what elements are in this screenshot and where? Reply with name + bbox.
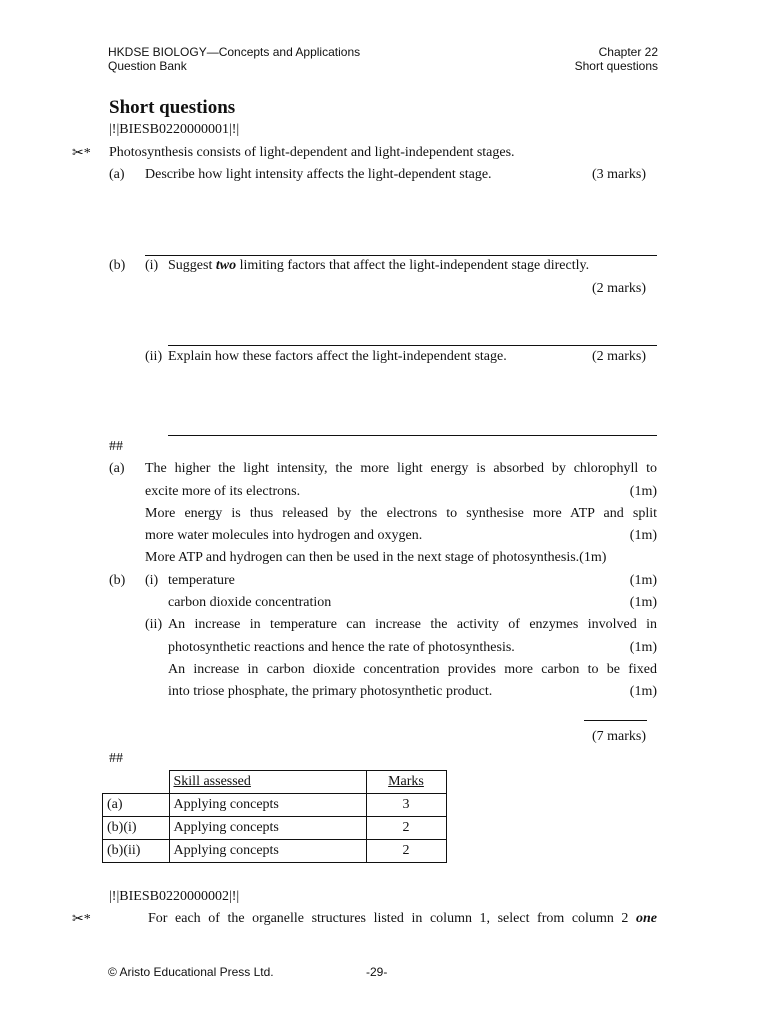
part-a-label: (a) bbox=[109, 167, 125, 182]
part-b-label: (b) bbox=[109, 258, 126, 273]
skills-table bbox=[102, 770, 447, 863]
mark-1m: (1m) bbox=[629, 573, 657, 588]
question-code: |!|BIESB0220000001|!| bbox=[109, 122, 240, 137]
total-rule bbox=[584, 720, 647, 721]
column-header-skill: Skill assessed bbox=[169, 771, 366, 794]
answer-line bbox=[168, 435, 657, 436]
answer-bii-line-2: photosynthetic reactions and hence the rate of photosynthesis. bbox=[168, 640, 515, 655]
part-a-marks: (3 marks) bbox=[591, 167, 646, 182]
answer-b-label: (b) bbox=[109, 573, 126, 588]
question-2-text: For each of the organelle structures listed in column 1, select from column 2 one bbox=[148, 911, 657, 926]
answer-bi-line-1: temperature bbox=[168, 573, 235, 588]
section-separator: ## bbox=[109, 751, 123, 766]
part-bii-text: Explain how these factors affect the light-independent stage. bbox=[168, 349, 507, 364]
answer-bii-line-3: An increase in carbon dioxide concentration provides more carbon to be fixed bbox=[168, 662, 657, 677]
header-subtitle: Question Bank bbox=[108, 59, 187, 73]
answer-bii-line-1: An increase in temperature can increase the activity of enzymes involved in bbox=[168, 617, 657, 632]
answer-a-line-3: More energy is thus released by the electrons to synthesise more ATP and split bbox=[145, 506, 657, 521]
answer-bii-line-4: into triose phosphate, the primary photosynthetic product. bbox=[168, 684, 493, 699]
row-marks: 2 bbox=[366, 840, 446, 863]
page-title: Short questions bbox=[109, 97, 236, 118]
total-marks: (7 marks) bbox=[591, 729, 646, 744]
page-number: -29- bbox=[366, 965, 388, 979]
part-bi-marks: (2 marks) bbox=[591, 281, 646, 296]
table-row bbox=[103, 794, 447, 817]
emphasis-one: one bbox=[636, 911, 657, 926]
row-skill: Applying concepts bbox=[169, 817, 366, 840]
row-skill: Applying concepts bbox=[169, 840, 366, 863]
answer-a-line-1: The higher the light intensity, the more light energy is absorbed by chlorophyll to bbox=[145, 461, 657, 476]
row-marks: 3 bbox=[366, 794, 446, 817]
mark-1m: (1m) bbox=[629, 528, 657, 543]
mark-1m: (1m) bbox=[629, 484, 657, 499]
mark-1m: (1m) bbox=[629, 640, 657, 655]
column-header-marks: Marks bbox=[366, 771, 446, 794]
table-row bbox=[103, 817, 447, 840]
answer-a-label: (a) bbox=[109, 461, 125, 476]
answer-bii-label: (ii) bbox=[145, 617, 163, 632]
row-part: (b)(i) bbox=[103, 817, 170, 840]
row-part: (a) bbox=[103, 794, 170, 817]
question-code: |!|BIESB0220000002|!| bbox=[109, 889, 240, 904]
answer-line bbox=[145, 255, 657, 256]
part-bii-label: (ii) bbox=[145, 349, 163, 364]
row-marks: 2 bbox=[366, 817, 446, 840]
mark-1m: (1m) bbox=[629, 684, 657, 699]
answer-bi-line-2: carbon dioxide concentration bbox=[168, 595, 332, 610]
part-a-text: Describe how light intensity affects the light-dependent stage. bbox=[145, 167, 492, 182]
header-section: Short questions bbox=[574, 59, 658, 73]
scissors-marker-icon: ✂* bbox=[72, 912, 91, 927]
footer-publisher: © Aristo Educational Press Ltd. bbox=[108, 965, 274, 979]
row-part: (b)(ii) bbox=[103, 840, 170, 863]
section-separator: ## bbox=[109, 439, 123, 454]
answer-line bbox=[168, 345, 657, 346]
answer-a-line-5: More ATP and hydrogen can then be used in the next stage of photosynthesis.(1m) bbox=[145, 550, 607, 565]
answer-a-line-2: excite more of its electrons. bbox=[145, 484, 301, 499]
header-chapter: Chapter 22 bbox=[598, 45, 658, 59]
row-skill: Applying concepts bbox=[169, 794, 366, 817]
header-book-title: HKDSE BIOLOGY—Concepts and Applications bbox=[108, 45, 361, 59]
mark-1m: (1m) bbox=[629, 595, 657, 610]
part-bi-label: (i) bbox=[145, 258, 159, 273]
question-stem: Photosynthesis consists of light-dependent and light-independent stages. bbox=[109, 145, 515, 160]
emphasis-two: two bbox=[215, 258, 237, 273]
table-header-row bbox=[103, 771, 447, 794]
scissors-marker-icon: ✂* bbox=[72, 146, 91, 161]
table-row bbox=[103, 840, 447, 863]
part-bii-marks: (2 marks) bbox=[591, 349, 646, 364]
answer-bi-label: (i) bbox=[145, 573, 159, 588]
answer-a-line-4: more water molecules into hydrogen and oxygen. bbox=[145, 528, 423, 543]
part-bi-text: Suggest two limiting factors that affect the light-independent stage directly. bbox=[168, 258, 590, 273]
